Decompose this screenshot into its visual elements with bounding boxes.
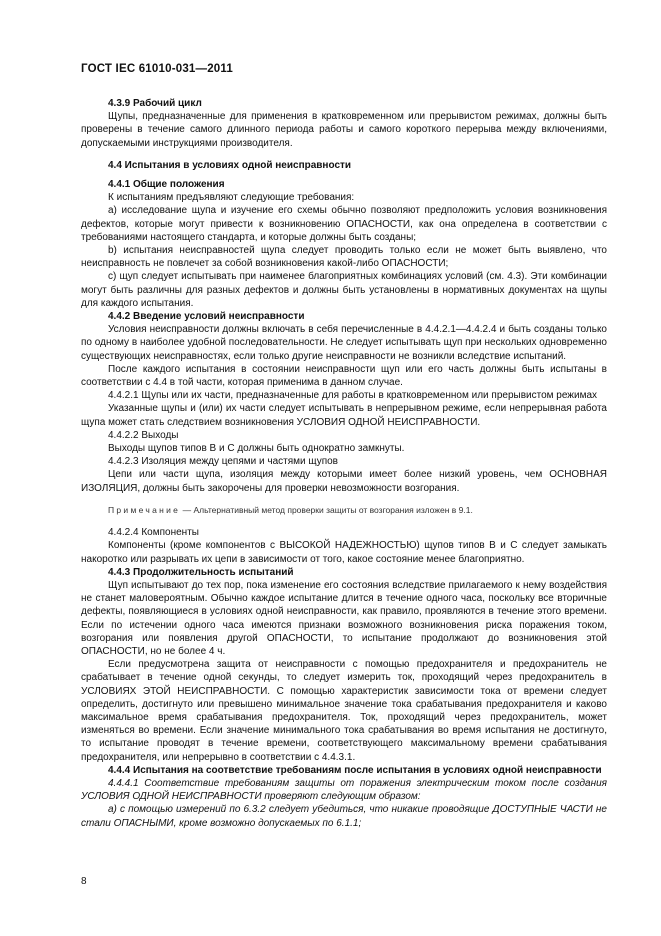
note bbox=[81, 504, 607, 517]
paragraph: Выходы щупов типов В и С должны быть однократно замкнуты. bbox=[108, 443, 405, 455]
section-4-4-4-heading: 4.4.4 Испытания на соответствие требованиям после испытания в условиях одной неисправности bbox=[108, 764, 602, 776]
paragraph: Условия неисправности должны включать в себя перечисленные в 4.4.2.1—4.4.2.4 и быть созданы только по одному в наиболее удобной последовательности. Не следует испытывать щуп при нескольких одновременно существующих неисправностях, если только другие неисправности не возникли вследствие испытаний. bbox=[81, 324, 607, 362]
section-4-4-1-heading: 4.4.1 Общие положения bbox=[108, 179, 225, 191]
paragraph: 4.4.2.1 Щупы или их части, предназначенные для работы в кратковременном или прерывистом режимах bbox=[108, 390, 598, 402]
document-body bbox=[81, 97, 607, 830]
note-label: Примечание bbox=[108, 504, 181, 515]
paragraph: Щуп испытывают до тех пор, пока изменение его состояния вследствие прилагаемого к нему воздействия не станет маловероятным. Обычно каждое испытание длится в течение одного часа, поскольку все вторичные дефекты, появляющиеся в условиях одной неисправности, как правило, проявляются в течение этого времени. Если по истечении одного часа имеются признаки возможного возникновения риска поражения током, возгорания или появления другой ОПАСНОСТИ, то испытание продолжают до возникновения этой ОПАСНОСТИ, но не более 4 ч. bbox=[81, 579, 607, 657]
list-item: b) испытания неисправностей щупа следует проводить только если не может быть выявлено, что неисправность не повлечет за собой возникновения какой-либо ОПАСНОСТИ; bbox=[81, 245, 607, 270]
page-header: ГОСТ IEC 61010-031—2011 bbox=[81, 63, 233, 75]
paragraph: Щупы, предназначенные для применения в кратковременном или прерывистом режимах, должны быть проверены в течение самого длинного периода работы и самого короткого перерыва между включениями, допускаемыми инструкциями производителя. bbox=[81, 111, 607, 149]
list-item: а) исследование щупа и изучение его схемы обычно позволяют предположить условия возникновения дефектов, которые могут привести к возникновению ОПАСНОСТИ, как она определена в соответствии с требованиями настоящего стандарта, и которые должны быть созданы; bbox=[81, 205, 607, 243]
paragraph: Цепи или части щупа, изоляция между которыми имеет более низкий уровень, чем ОСНОВНАЯ ИЗОЛЯЦИЯ, должны быть закорочены для проверки невозможности возгорания. bbox=[81, 469, 607, 494]
section-4-4-2-heading: 4.4.2 Введение условий неисправности bbox=[108, 311, 305, 323]
section-4-4-3-heading: 4.4.3 Продолжительность испытаний bbox=[108, 566, 294, 578]
list-item: а) с помощью измерений по 6.3.2 следует убедиться, что никакие проводящие ДОСТУПНЫЕ ЧАСТИ не стали ОПАСНЫМИ, кроме возможно допускаемых по 6.1.1; bbox=[81, 804, 607, 829]
section-4-3-9-heading: 4.3.9 Рабочий цикл bbox=[108, 98, 202, 109]
paragraph: После каждого испытания в состоянии неисправности щуп или его часть должны быть испытаны в соответствии с 4.4 в той части, которая применима в данном случае. bbox=[81, 363, 607, 389]
list-item: c) щуп следует испытывать при наименее благоприятных комбинациях условий (см. 4.3). Эти комбинации могут быть различны для разных дефектов и должны быть установлены в нормативных документах на щупы для каждого испытания. bbox=[81, 271, 607, 309]
paragraph: Указанные щупы и (или) их части следует испытывать в непрерывном режиме, если непрерывная работа щупа может стать следствием возникновения УСЛОВИЯ ОДНОЙ НЕИСПРАВНОСТИ. bbox=[81, 403, 607, 428]
note-text: — Альтернативный метод проверки защиты от возгорания изложен в 9.1. bbox=[182, 504, 473, 515]
paragraph: К испытаниям предъявляют следующие требования: bbox=[108, 192, 355, 204]
paragraph: 4.4.4.1 Соответствие требованиям защиты от поражения электрическим током после создания УСЛОВИЯ ОДНОЙ НЕИСПРАВНОСТИ проверяют следующим образом: bbox=[81, 777, 607, 803]
paragraph: Если предусмотрена защита от неисправности с помощью предохранителя и предохранитель не срабатывает в течение одной секунды, то следует измерить ток, проходящий через предохранитель в УСЛОВИЯХ ЭТОЙ НЕИСПРАВНОСТИ. С помощью характеристик зависимости тока от времени следует определить, достигнуто или превышено минимальное значение тока срабатывания предохранителя и каково максимальное время срабатывания предохранителя. Ток, проходящий через предохранитель, может изменяться во времени. Если значение минимального тока срабатывания во время испытания не достигнуто, то испытание проводят в течение времени, соответствующего максимальному времени срабатывания предохранителя, или непрерывно в соответствии с 4.4.3.1. bbox=[81, 659, 607, 763]
section-4-4-heading: 4.4 Испытания в условиях одной неисправности bbox=[108, 159, 352, 171]
page-number: 8 bbox=[81, 876, 87, 887]
subsection-4-4-2-3-heading: 4.4.2.3 Изоляция между цепями и частями щупов bbox=[108, 456, 338, 468]
subsection-4-4-2-4-heading: 4.4.2.4 Компоненты bbox=[108, 527, 199, 539]
subsection-4-4-2-2-heading: 4.4.2.2 Выходы bbox=[108, 429, 179, 441]
paragraph: Компоненты (кроме компонентов с ВЫСОКОЙ НАДЕЖНОСТЬЮ) щупов типов В и С следует замыкать накоротко или разрывать их цепи в зависимости от того, какое состояние менее благоприятно. bbox=[81, 540, 607, 565]
